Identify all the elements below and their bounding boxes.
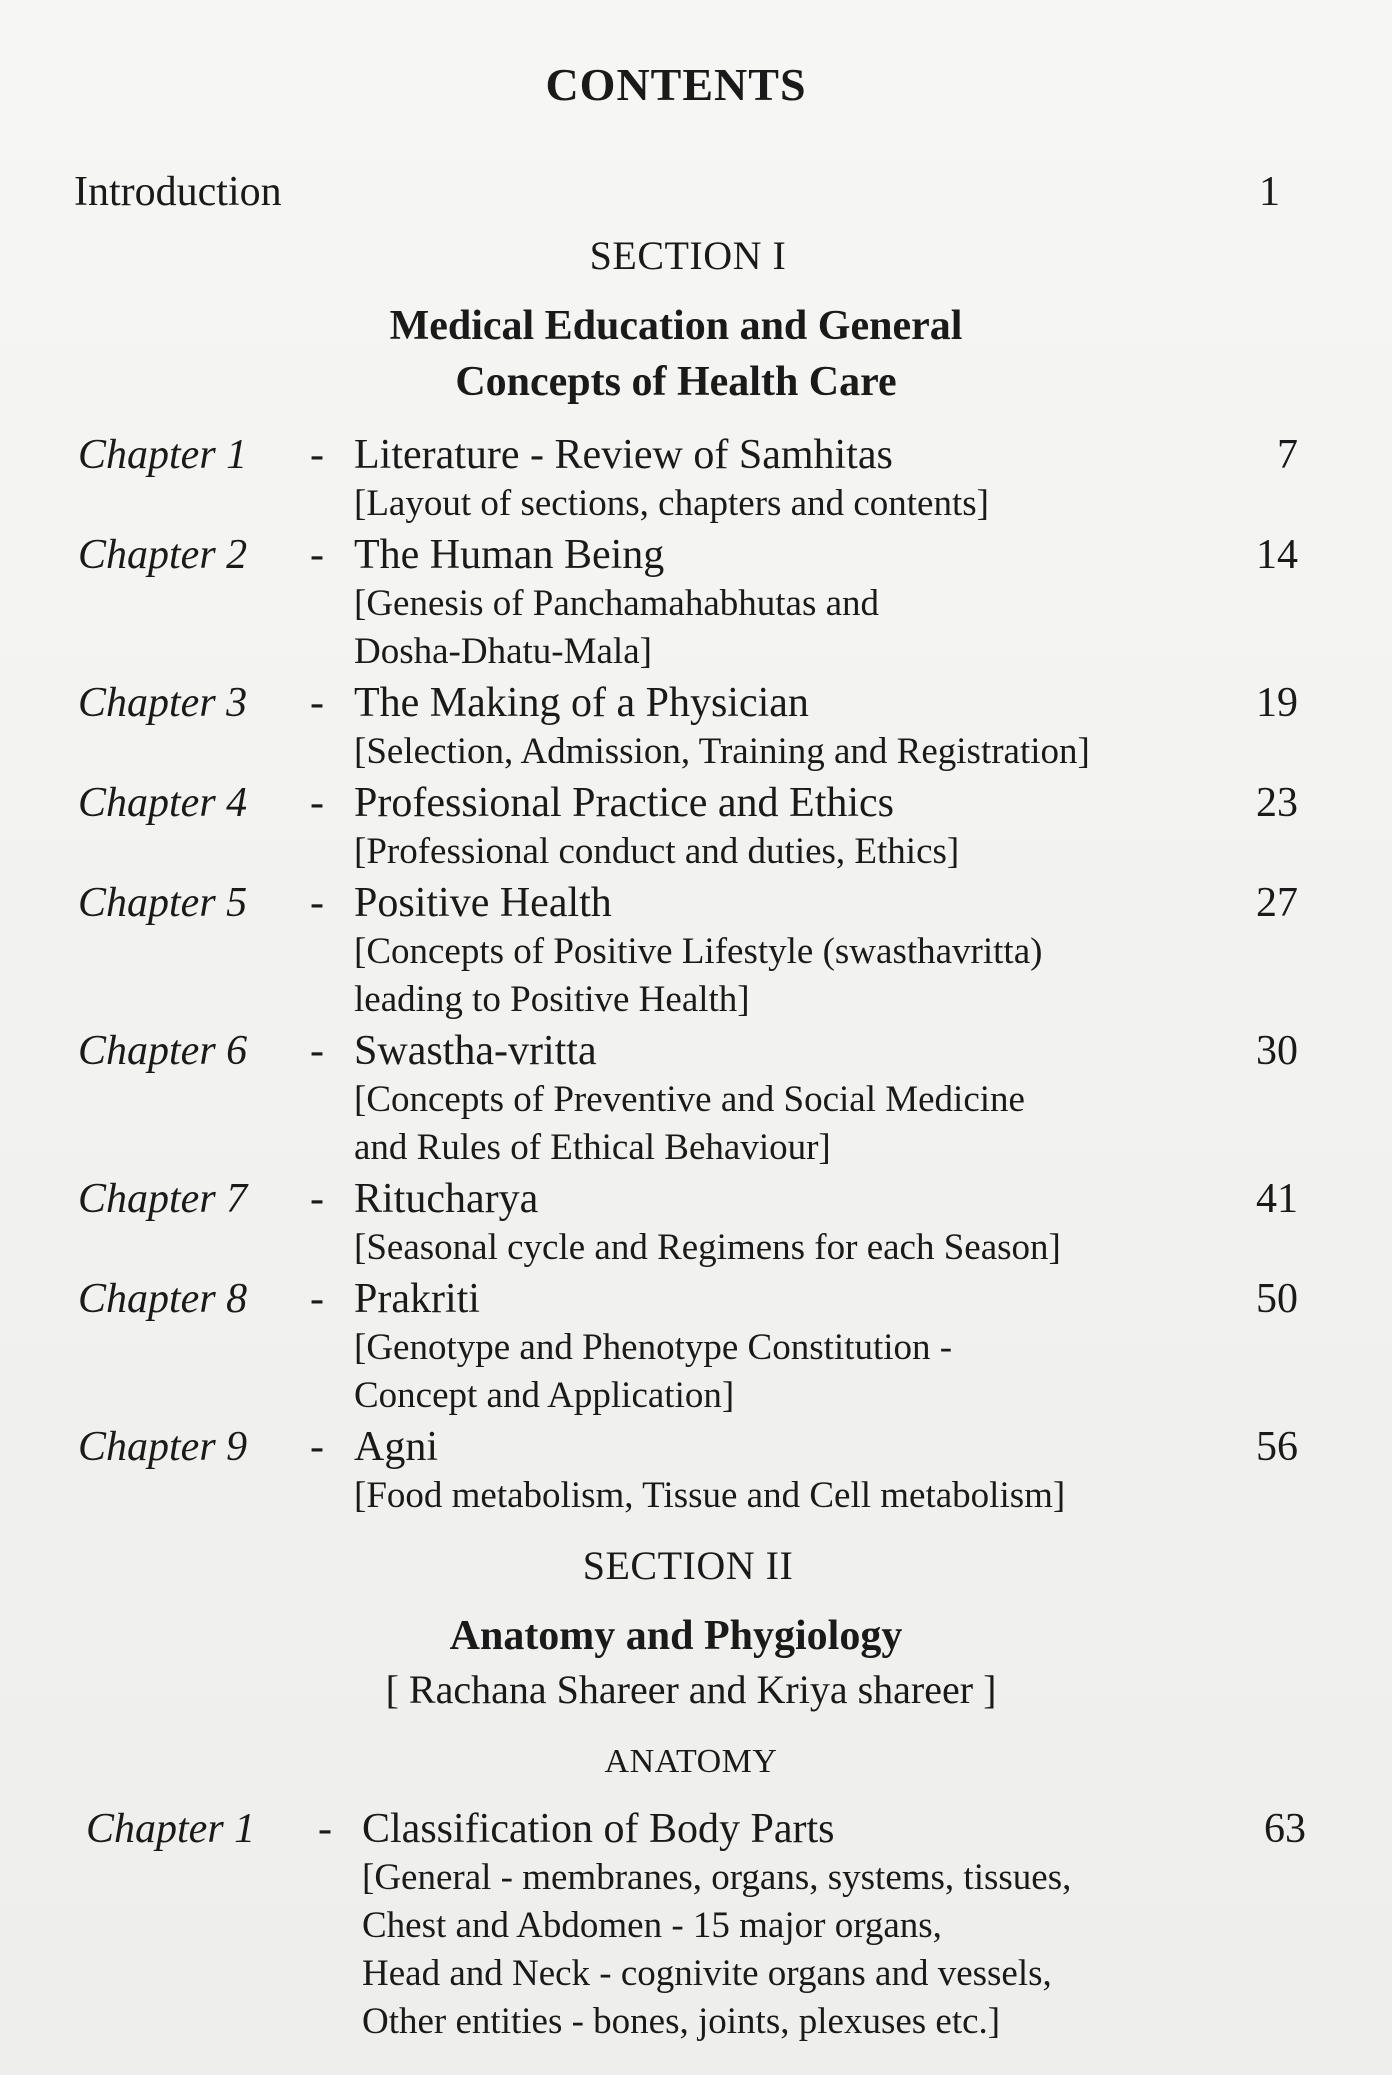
chapter-page-number: 63 [1264,1806,1306,1852]
chapter-dash: - [310,1424,324,1470]
section-2-heading: Anatomy and Phygiology [449,1613,903,1659]
section-1-label: SECTION I [589,233,787,278]
chapter-description-line: and Rules of Ethical Behaviour] [354,1127,831,1168]
chapter-title: Professional Practice and Ethics [354,780,895,826]
chapter-dash: - [310,780,324,826]
introduction-label: Introduction [74,169,282,215]
chapter-description [354,1324,1298,1420]
chapter-description [354,480,1298,528]
chapter-page-number: 23 [1256,780,1298,826]
chapter-entry [78,1026,1298,1172]
chapter-description-line: [Food metabolism, Tissue and Cell metabolism] [354,1475,1066,1516]
section-2-subheading: [ Rachana Shareer and Kriya shareer ] [385,1667,997,1712]
chapter-description-line: [Genotype and Phenotype Constitution - [354,1327,953,1368]
chapter-label: Chapter 6 [78,1028,248,1074]
chapter-dash: - [318,1806,332,1852]
chapter-description-line: [Seasonal cycle and Regimens for each Season] [354,1227,1061,1268]
chapter-label: Chapter 1 [78,432,248,478]
chapter-description-line: Chest and Abdomen - 15 major organs, [362,1905,942,1946]
chapter-page-number: 56 [1256,1424,1298,1470]
chapter-description [354,1224,1298,1272]
chapter-description [362,1854,1306,2046]
chapter-page-number: 19 [1256,680,1298,726]
chapter-title: Prakriti [354,1276,480,1322]
chapter-entry [78,1422,1298,1520]
chapter-title: Ritucharya [354,1176,539,1222]
chapter-label: Chapter 5 [78,880,248,926]
chapter-title: Classification of Body Parts [362,1806,835,1852]
chapter-dash: - [310,680,324,726]
chapter-entry [86,1804,1306,2046]
chapter-dash: - [310,532,324,578]
chapter-dash: - [310,1028,324,1074]
chapter-entry [78,1174,1298,1272]
chapter-page-number: 41 [1256,1176,1298,1222]
page-title: CONTENTS [545,59,807,110]
chapter-label: Chapter 3 [78,680,248,726]
chapter-description-line: [Concepts of Positive Lifestyle (swasthavritta) [354,931,1043,972]
section-2-label: SECTION II [582,1543,794,1588]
chapter-label: Chapter 2 [78,532,248,578]
chapter-title: Agni [354,1424,438,1470]
chapter-page-number: 50 [1256,1276,1298,1322]
section-1-heading-line-1: Medical Education and General [389,303,963,349]
chapter-description-line: Other entities - bones, joints, plexuses etc.] [362,2001,1001,2042]
chapter-description-line: [Selection, Admission, Training and Registration] [354,731,1090,772]
chapter-description-line: [Genesis of Panchamahabhutas and [354,583,880,624]
chapter-description-line: Head and Neck - cognivite organs and vessels, [362,1953,1052,1994]
chapter-page-number: 14 [1256,532,1298,578]
chapter-title: Literature - Review of Samhitas [354,432,893,478]
chapter-label: Chapter 1 [86,1806,256,1852]
chapter-description [354,1076,1298,1172]
chapter-entry [78,1274,1298,1420]
chapter-description-line: [Concepts of Preventive and Social Medicine [354,1079,1025,1120]
chapter-title: Swastha-vritta [354,1028,597,1074]
chapter-description [354,828,1298,876]
chapter-entry [78,878,1298,1024]
subsection-label: ANATOMY [604,1743,778,1780]
chapter-label: Chapter 9 [78,1424,248,1470]
section-1-heading [0,298,1352,410]
chapter-entry [78,530,1298,676]
chapter-dash: - [310,1276,324,1322]
chapter-description [354,928,1298,1024]
chapter-entry [78,678,1298,776]
chapter-description [354,1472,1298,1520]
chapter-title: The Human Being [354,532,665,578]
chapter-description-line: [General - membranes, organs, systems, tissues, [362,1857,1072,1898]
chapter-label: Chapter 8 [78,1276,248,1322]
chapter-title: The Making of a Physician [354,680,809,726]
chapter-description-line: [Layout of sections, chapters and contents] [354,483,989,524]
chapter-dash: - [310,432,324,478]
chapter-entry [78,778,1298,876]
chapter-page-number: 30 [1256,1028,1298,1074]
chapter-entry [78,430,1298,528]
chapter-label: Chapter 7 [78,1176,248,1222]
introduction-page-number: 1 [1259,169,1280,215]
chapter-description-line: leading to Positive Health] [354,979,750,1020]
chapter-dash: - [310,1176,324,1222]
chapter-description-line: Concept and Application] [354,1375,735,1416]
introduction-entry [74,168,1280,216]
chapter-description [354,580,1298,676]
chapter-description-line: [Professional conduct and duties, Ethics] [354,831,960,872]
chapter-page-number: 7 [1277,432,1298,478]
chapter-label: Chapter 4 [78,780,248,826]
chapter-title: Positive Health [354,880,612,926]
chapter-page-number: 27 [1256,880,1298,926]
chapter-description [354,728,1298,776]
section-1-heading-line-2: Concepts of Health Care [455,359,897,405]
chapter-description-line: Dosha-Dhatu-Mala] [354,631,652,672]
chapter-dash: - [310,880,324,926]
